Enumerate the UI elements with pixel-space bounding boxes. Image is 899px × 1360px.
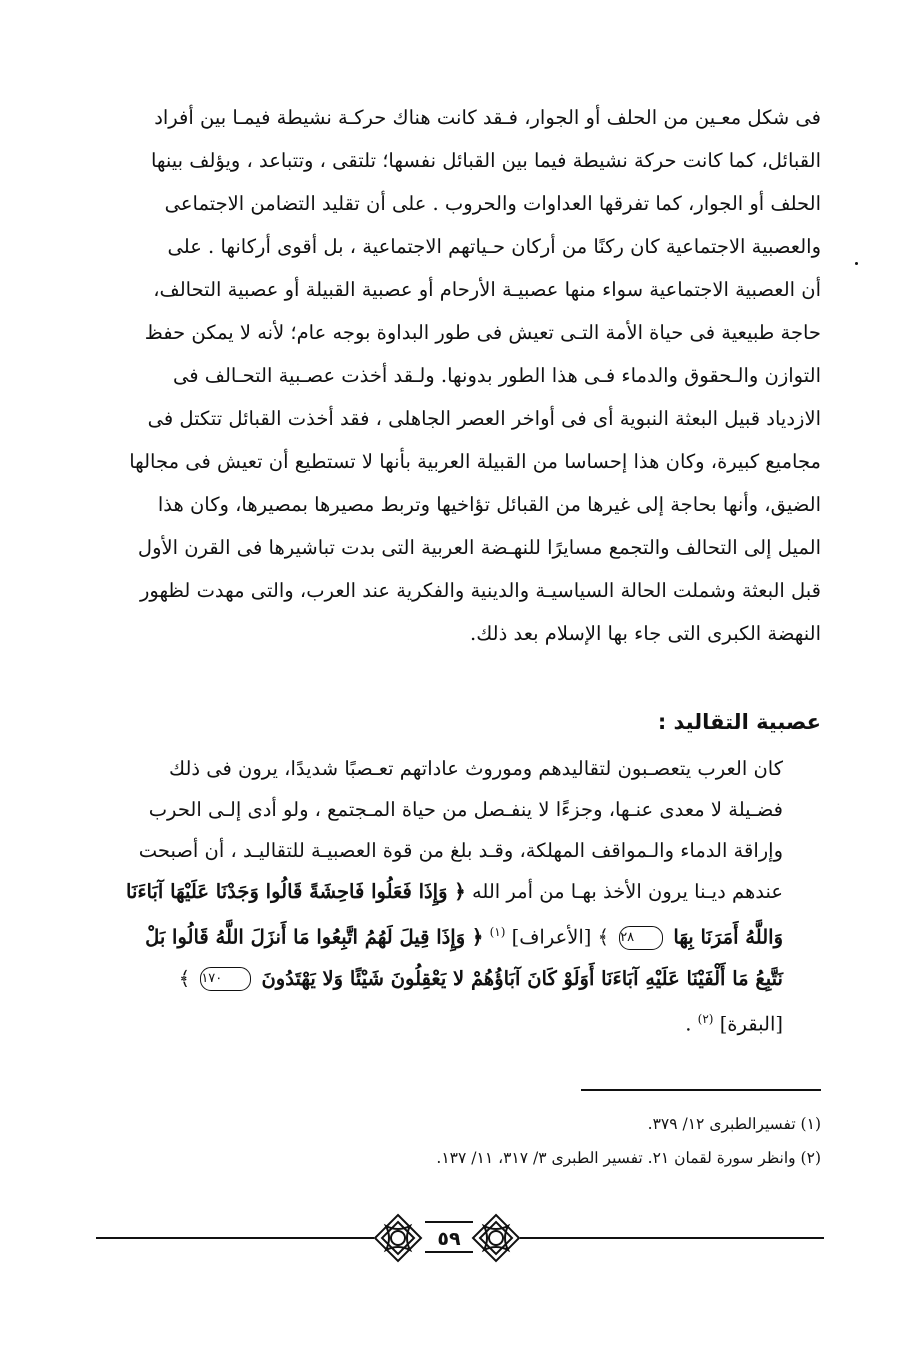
paragraph-traditions xyxy=(79,748,811,1044)
footnotes xyxy=(79,1107,821,1175)
surah-reference: [البقرة] xyxy=(719,1012,783,1035)
verse-close-bracket: ﴾ xyxy=(178,966,191,990)
footer-rule-right xyxy=(520,1237,824,1239)
footnote-marker: (٢) xyxy=(697,1011,714,1026)
quran-verse: ﴿ وَإِذَا قِيلَ لَهُمُ اتَّبِعُوا مَا أَنزَلَ اللَّهُ قَالُوا بَلْ xyxy=(145,925,484,949)
footnote-marker: (١) xyxy=(489,925,506,939)
text-line: والعصبية الاجتماعية كان ركنًا من أركان حـياتهم الاجتماعية ، بل أقوى أركانها . على xyxy=(167,235,821,258)
period: . xyxy=(685,1012,692,1035)
verse-number-ornament: ١٧٠ xyxy=(200,967,251,991)
footnote: (١) تفسيرالطبرى ١٢/ ٣٧٩. xyxy=(647,1115,821,1133)
text-line xyxy=(79,958,811,999)
text-line: وإراقة الدماء والـمواقف المهلكة، وقـد بلغ من قوة العصبيـة للتقاليـد ، أن أصبحت xyxy=(138,839,783,862)
text-line: كان العرب يتعصـبون لتقاليدهم وموروث عاداتهم تعـصبًا شديدًا، يرون فى ذلك xyxy=(169,757,783,780)
paragraph-tribal-solidarity xyxy=(79,96,821,655)
text-line: قبل البعثة وشملت الحالة السياسيـة والدينية والفكرية عند العرب، والتى مهدت لظهور xyxy=(139,579,821,602)
text-line: الميل إلى التحالف والتجمع مسايرًا للنهـضة العربية التى بدت تباشيرها فى القرن الأول xyxy=(137,536,821,559)
section-heading: عصبية التقاليد : xyxy=(657,710,821,734)
text-line: الازدياد قبيل البعثة النبوية أى فى أواخر العصر الجاهلى ، فقد أخذت القبائل تتكتل فى xyxy=(147,407,821,430)
quran-verse: ﴿ وَإِذَا فَعَلُوا فَاحِشَةً قَالُوا وَجَدْنَا عَلَيْهَا آبَاءَنَا xyxy=(126,880,466,903)
text-line: النهضة الكبرى التى جاء بها الإسلام بعد ذلك. xyxy=(470,622,821,645)
text-line: الحلف أو الجوار، كما تفرقها العداوات والحروب . على أن تقليد التضامن الاجتماعى xyxy=(164,192,821,215)
stray-ink-dot xyxy=(855,262,858,265)
text-line xyxy=(79,871,811,912)
quran-verse: نَتَّبِعُ مَا أَلْفَيْنَا عَلَيْهِ آبَاءَنَا أَوَلَوْ كَانَ آبَاؤُهُمْ لا يَعْقِلُونَ شَيْئًا وَلا يَهْتَدُونَ xyxy=(261,966,783,990)
text-line: الضيق، وأنها بحاجة إلى غيرها من القبائل تؤاخيها وتربط مصيرها بمصيرها، وكان هذا xyxy=(157,493,821,516)
footer-rule-left xyxy=(96,1237,374,1239)
surah-reference: ﴾ [الأعراف] xyxy=(511,925,609,949)
text-line: مجاميع كبيرة، وكان هذا إحساسا من القبيلة العربية بأنها لا تستطيع أن تعيش فى مجالها xyxy=(129,450,821,473)
text-line: حاجة طبيعية فى حياة الأمة التـى تعيش فى طور البداوة بوجه عام؛ لأنه لا يمكن حفظ xyxy=(144,321,821,344)
footer-ornament-left-icon xyxy=(372,1212,424,1264)
text-line: أن العصبية الاجتماعية سواء منها عصبيـة الأرحام أو عصبية القبيلة أو عصبية التحالف، xyxy=(153,278,821,301)
text-line: القبائل، كما كانت حركة نشيطة فيما بين القبائل نفسها؛ تلتقى ، وتتباعد ، ويؤلف بينها xyxy=(150,149,821,172)
text-line: فضـيلة لا معدى عنـها، وجزءًا لا ينفـصل من حياة المـجتمع ، ولو أدى إلـى الحرب xyxy=(148,798,783,821)
footer-ornament-right-icon xyxy=(470,1212,522,1264)
text-line: فى شكل معـين من الحلف أو الجوار، فـقد كانت هناك حركـة نشيطة فيمـا بين أفراد xyxy=(154,106,821,129)
verse-number-ornament: ٢٨ xyxy=(619,926,663,950)
text-line xyxy=(79,999,811,1045)
footnote: (٢) وانظر سورة لقمان ٢١. تفسير الطبرى ٣/ ٣١٧، ١١/ ١٣٧. xyxy=(436,1149,821,1167)
text-line: التوازن والـحقوق والدماء فـى هذا الطور بدونها. ولـقد أخذت عصـبية التحـالف فى xyxy=(173,364,821,387)
footnote-separator xyxy=(581,1089,821,1091)
page-number: ٥٩ xyxy=(425,1221,473,1253)
text-line xyxy=(79,912,811,958)
quran-verse: وَاللَّهُ أَمَرَنَا بِهَا xyxy=(673,925,783,949)
body-text: عندهم ديـنا يرون الأخذ بهـا من أمر الله xyxy=(471,880,783,903)
